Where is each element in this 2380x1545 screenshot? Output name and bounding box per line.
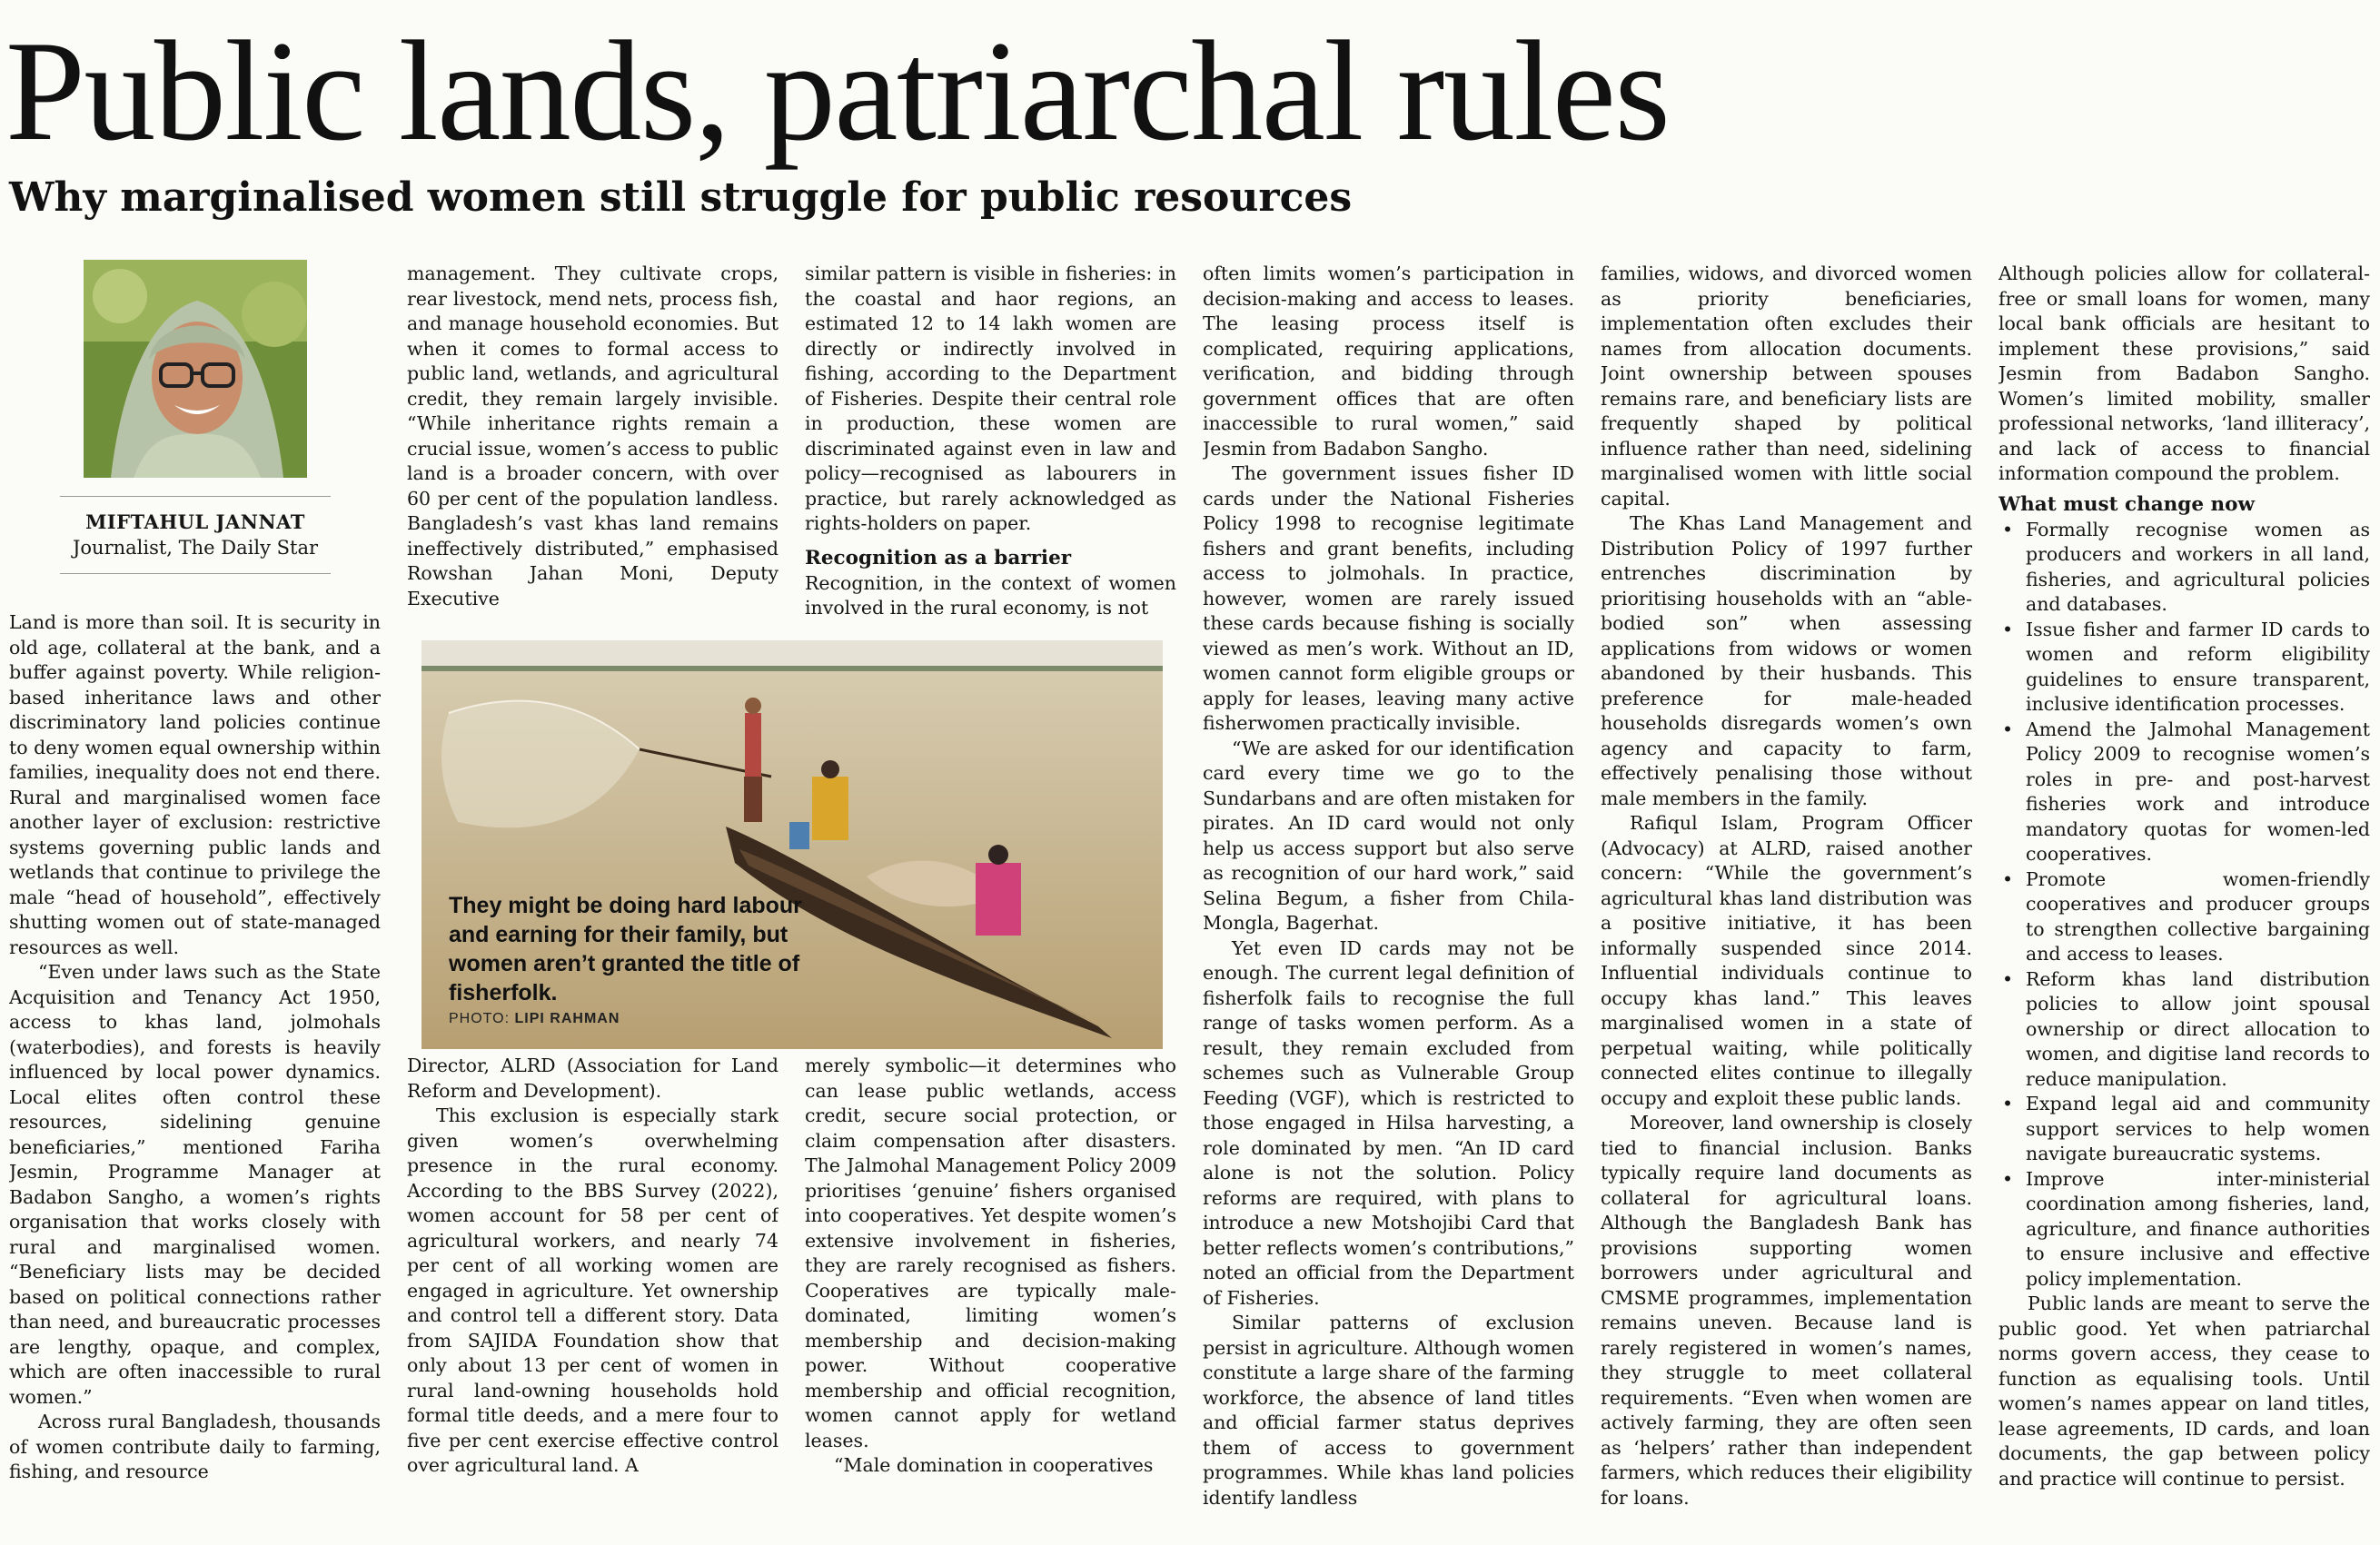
column-2-top xyxy=(407,262,778,618)
paragraph: Recognition, in the context of women involved in the rural economy, is not xyxy=(805,571,1176,618)
author-portrait xyxy=(84,260,307,478)
column-1 xyxy=(9,610,381,1540)
photo xyxy=(421,640,1163,1049)
column-4 xyxy=(1203,262,1574,1540)
photo-credit xyxy=(449,1011,620,1027)
section-heading: Recognition as a barrier xyxy=(805,546,1072,569)
paragraph: “Even under laws such as the State Acquisition and Tenancy Act 1950, access to khas land, jolmohals (waterbodies), and forests is heavily influenced by local power dynamics. Local elites often control these resources, sidelining genuine beneficiaries,” mentioned Fariha Jesmin, Programme Manager at Badabon Sangho, a women’s rights organisation that works closely with rural and marginalised women. “Beneficiary lists may be decided based on political connections rather than need, and bureaucratic processes are lengthy, opaque, and complex, which are often inaccessible to rural women.” xyxy=(9,961,381,1408)
column-3-bottom xyxy=(805,1054,1176,1540)
column-6 xyxy=(1998,262,2370,1540)
paragraph: “We are asked for our identification card every time we go to the Sundarbans and are often mistaken for pirates. An ID card would not only help us access support but also serve as recognition of our hard work,” said Selina Begum, a fisher from Chila-Mongla, Bagerhat. xyxy=(1203,737,1574,934)
column-3-top xyxy=(805,262,1176,618)
subheadline: Why marginalised women still struggle for public resources xyxy=(9,174,1353,221)
column-5 xyxy=(1601,262,1972,1540)
author-role: Journalist, The Daily Star xyxy=(72,537,319,559)
paragraph: The Khas Land Management and Distribution Policy of 1997 further entrenches discrimination by prioritising households with an “able-bodied son” when assessing applications from widows or women abandoned by their husbands. This preference for male-headed households disregards women’s own agency and capacity to farm, effectively penalising those without male members in the family. xyxy=(1601,512,1972,809)
column-2-bottom xyxy=(407,1054,778,1540)
paragraph: Yet even ID cards may not be enough. The current legal definition of fisherfolk fails to recognise the full range of tasks women perform. As a result, they remain excluded from schemes such as Vulnerable Group Feeding (VGF), which is restricted to those engaged in Hilsa harvesting, a role dominated by men. “An ID card alone is not the solution. Policy reforms are required, with plans to introduce a new Motshojibi Card that better reflects women’s contributions,” noted an official from the Department of Fisheries. xyxy=(1203,936,1574,1309)
paragraph: similar pattern is visible in fisheries: in the coastal and haor regions, an estimated 12 to 14 lakh women are directly or indirectly involved in fishing, according to the Department of Fisheries. Despite their central role in production, these women are discriminated against even in law and policy—recognised as labourers in practice, but rarely acknowledged as rights-holders on paper. xyxy=(805,262,1176,534)
recommendations-list xyxy=(1998,518,2370,1292)
byline xyxy=(60,260,331,574)
paragraph: families, widows, and divorced women as priority beneficiaries, implementation often excludes their names from allocation documents. Joint ownership between spouses remains rare, and beneficiary lists are frequently shaped by political influence rather than need, sidelining marginalised women with little social capital. xyxy=(1601,262,1972,510)
paragraph: Similar patterns of exclusion persist in agriculture. Although women constitute a large share of the farming workforce, the absence of land titles and official farmer status deprives them of access to government programmes. While khas land policies identify landless xyxy=(1203,1312,1574,1509)
list-item: • Formally recognise women as producers and workers in all land, fisheries, and agricultural policies and databases. xyxy=(2026,518,2370,618)
paragraph: Rafiqul Islam, Program Officer (Advocacy) at ALRD, raised another concern: “While the government’s agricultural khas land distribution was a positive initiative, it has been informally suspended since 2014. Influential individuals continue to occupy khas land.” This leaves marginalised women in a state of perpetual waiting, while politically connected elites continue to illegally occupy and exploit these public lands. xyxy=(1601,812,1972,1109)
paragraph: Across rural Bangladesh, thousands of women contribute daily to farming, fishing, and resource xyxy=(9,1411,381,1482)
paragraph: management. They cultivate crops, rear livestock, mend nets, process fish, and manage household economies. But when it comes to formal access to public land, wetlands, and agricultural credit, they remain largely invisible. “While inheritance rights remain a crucial issue, women’s access to public land is a broader concern, with over 60 per cent of the population landless. Bangladesh’s vast khas land remains ineffectively distributed,” emphasised Rowshan Jahan Moni, Deputy Executive xyxy=(407,262,778,609)
photo-caption: They might be doing hard labour and earning for their family, but women aren’t granted the title of fisherfolk. xyxy=(449,893,802,1005)
list-item: • Expand legal aid and community support services to help women navigate bureaucratic systems. xyxy=(2026,1092,2370,1167)
byline-divider xyxy=(60,573,331,574)
headline: Public lands, patriarchal rules xyxy=(5,12,1670,171)
author-name: MIFTAHUL JANNAT xyxy=(85,510,305,533)
list-item: • Reform khas land distribution policies to allow joint spousal ownership or direct allocation to women, and digitise land records to reduce manipulation. xyxy=(2026,967,2370,1093)
paragraph: often limits women’s participation in decision-making and access to leases. The leasing process itself is complicated, requiring applications, verification, and bidding through government offices that are often inaccessible to rural women,” said Jesmin from Badabon Sangho. xyxy=(1203,262,1574,460)
list-item: • Issue fisher and farmer ID cards to women and reform eligibility guidelines to ensure transparent, inclusive identification processes. xyxy=(2026,618,2370,718)
paragraph: Public lands are meant to serve the public good. Yet when patriarchal norms govern access, they cease to function as equalising tools. Until women’s names appear on land titles, lease agreements, ID cards, and loan documents, the gap between policy and practice will continue to persist. xyxy=(1998,1292,2370,1490)
list-item: • Amend the Jalmohal Management Policy 2009 to recognise women’s roles in pre- and post-harvest fisheries work and introduce mandatory quotas for women-led cooperatives. xyxy=(2026,718,2370,867)
paragraph: This exclusion is especially stark given women’s overwhelming presence in the rural economy. According to the BBS Survey (2022), women account for 58 per cent of agricultural workers, and nearly 74 per cent of all working women are engaged in agriculture. Yet ownership and control tell a different story. Data from SAJIDA Foundation show that only about 13 per cent of women in rural land-owning households hold formal title deeds, and a mere four to five per cent exercise effective control over agricultural land. A xyxy=(407,1104,778,1476)
section-heading: What must change now xyxy=(1998,492,2255,516)
paragraph: The government issues fisher ID cards under the National Fisheries Policy 1998 to recognise legitimate fishers and grant benefits, including access to jolmohals. In practice, however, women are rarely issued these cards because fishing is socially viewed as men’s work. Without an ID, women cannot form eligible groups or apply for leases, leaving many active fisherwomen practically invisible. xyxy=(1203,462,1574,734)
paragraph: Land is more than soil. It is security in old age, collateral at the bank, and a buffer against poverty. While religion-based inheritance laws and other discriminatory land policies continue to deny women equal ownership within families, inequality does not end there. Rural and marginalised women face another layer of exclusion: restrictive systems governing public lands and wetlands that continue to privilege the male “head of household”, effectively shutting women out of state-managed resources as well. xyxy=(9,611,381,958)
list-item: • Promote women-friendly cooperatives and producer groups to strengthen collective bargaining and access to leases. xyxy=(2026,867,2370,967)
paragraph: merely symbolic—it determines who can lease public wetlands, access credit, secure social protection, or claim compensation after disasters. The Jalmohal Management Policy 2009 prioritises ‘genuine’ fishers organised into cooperatives. Yet despite women’s extensive involvement in fisheries, they are rarely recognised as fishers. Cooperatives are typically male-dominated, limiting women’s membership and decision-making power. Without cooperative membership and official recognition, women cannot apply for wetland leases. xyxy=(805,1055,1176,1451)
paragraph: Director, ALRD (Association for Land Reform and Development). xyxy=(407,1055,778,1102)
paragraph: “Male domination in cooperatives xyxy=(834,1454,1154,1476)
paragraph: Although policies allow for collateral-free or small loans for women, many local bank officials are hesitant to implement these provisions,” said Jesmin from Badabon Sangho. Women’s limited mobility, smaller professional networks, ‘land illiteracy’, and lack of access to financial information compound the problem. xyxy=(1998,262,2370,484)
list-item: • Improve inter-ministerial coordination among fisheries, land, agriculture, and finance authorities to ensure inclusive and effective policy implementation. xyxy=(2026,1167,2370,1292)
paragraph: Moreover, land ownership is closely tied to financial inclusion. Banks typically require land documents as collateral for agricultural loans. Although the Bangladesh Bank has provisions supporting women borrowers under agricultural and CMSME programmes, implementation remains uneven. Because land is rarely registered in women’s names, they struggle to meet collateral requirements. “Even when women are actively farming, they are often seen as ‘helpers’ rather than independent farmers, which reduces their eligibility for loans. xyxy=(1601,1112,1972,1509)
photo-credit-label: PHOTO: xyxy=(449,1011,511,1026)
photo-credit-name: LIPI RAHMAN xyxy=(514,1011,620,1026)
byline-divider xyxy=(60,496,331,497)
